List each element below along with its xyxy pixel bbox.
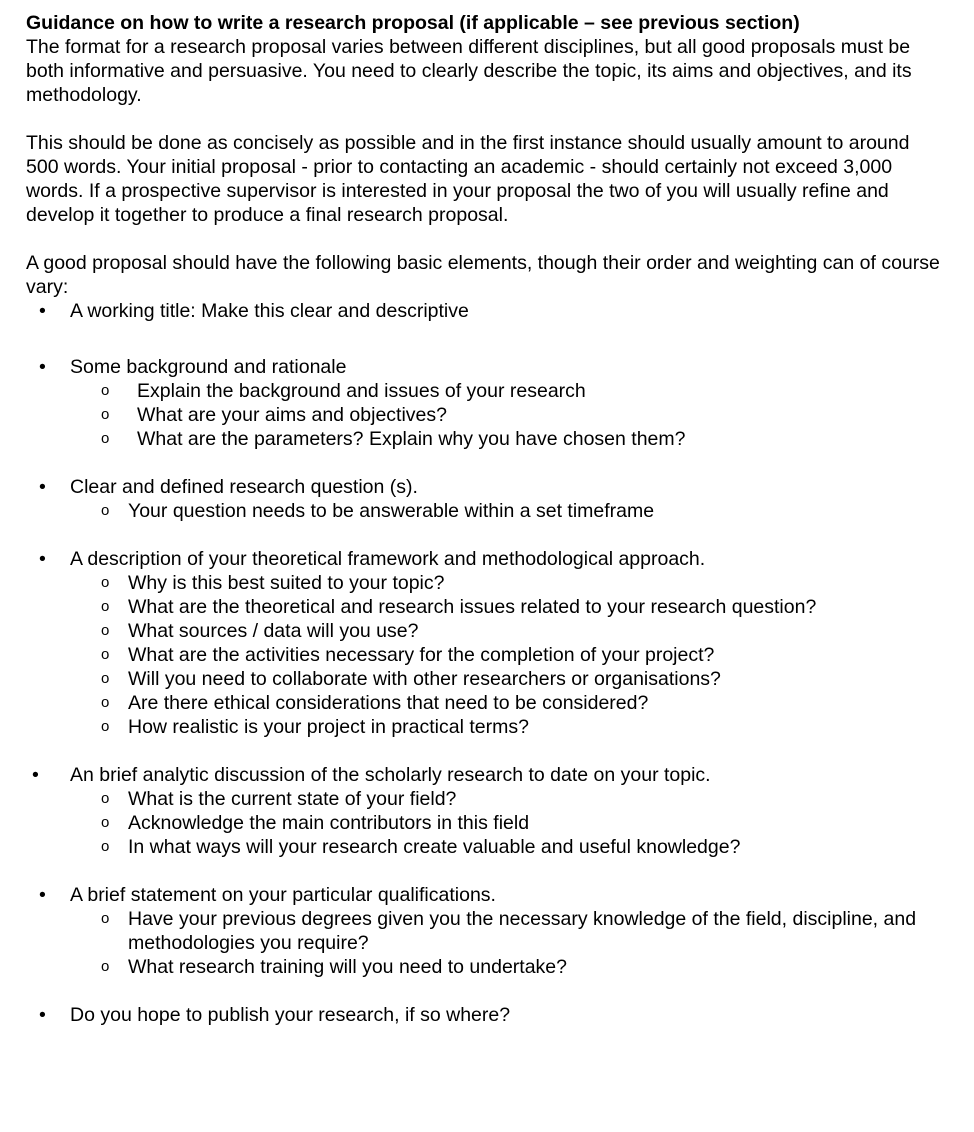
sub-item-label: Why is this best suited to your topic? bbox=[128, 572, 445, 594]
sub-item bbox=[26, 379, 946, 403]
sub-item bbox=[26, 787, 946, 811]
list-item-qualifications bbox=[26, 883, 946, 907]
list-item-label: Do you hope to publish your research, if so where? bbox=[70, 1004, 511, 1026]
sub-item bbox=[26, 595, 946, 619]
sub-item-label: What are the theoretical and research issues related to your research question? bbox=[128, 596, 817, 618]
circle-bullet-icon: o bbox=[101, 430, 110, 447]
list-item-background bbox=[26, 355, 946, 379]
sub-item-label: What are your aims and objectives? bbox=[137, 404, 447, 426]
sub-item bbox=[26, 571, 946, 595]
circle-bullet-icon: o bbox=[101, 958, 110, 975]
sub-item bbox=[26, 907, 946, 955]
circle-bullet-icon: o bbox=[101, 814, 110, 831]
list-item-literature bbox=[26, 763, 946, 787]
intro-paragraph: The format for a research proposal varies between different disciplines, but all good proposals must be both informative and persuasive. You need to clearly describe the topic, its aims and objectives, and its methodology. bbox=[26, 36, 912, 106]
sub-item bbox=[26, 403, 946, 427]
sub-item-label: What is the current state of your field? bbox=[128, 788, 457, 810]
circle-bullet-icon: o bbox=[101, 574, 110, 591]
sub-item-label: Have your previous degrees given you the necessary knowledge of the field, discipline, and methodologies you require? bbox=[128, 908, 917, 954]
list-item-label: Clear and defined research question (s). bbox=[70, 476, 418, 498]
circle-bullet-icon: o bbox=[101, 502, 110, 519]
list-item-label: Some background and rationale bbox=[70, 356, 347, 378]
length-paragraph: This should be done as concisely as possible and in the first instance should usually amount to around 500 words. Your initial proposal - prior to contacting an academic - should certainly not exceed 3,000 words. If a prospective supervisor is interested in your proposal the two of you will usually refine and develop it together to produce a final research proposal. bbox=[26, 132, 910, 226]
circle-bullet-icon: o bbox=[101, 910, 110, 927]
circle-bullet-icon: o bbox=[101, 382, 110, 399]
list-item-label: A working title: Make this clear and descriptive bbox=[70, 300, 469, 322]
sub-item bbox=[26, 715, 946, 739]
bullet-icon: • bbox=[39, 548, 46, 570]
list-item-publish bbox=[26, 1003, 946, 1027]
sub-item bbox=[26, 499, 946, 523]
sub-item-label: Your question needs to be answerable within a set timeframe bbox=[128, 500, 655, 522]
circle-bullet-icon: o bbox=[101, 718, 110, 735]
sub-item-label: What are the activities necessary for the completion of your project? bbox=[128, 644, 715, 666]
sub-item bbox=[26, 955, 946, 979]
sub-item bbox=[26, 643, 946, 667]
circle-bullet-icon: o bbox=[101, 598, 110, 615]
circle-bullet-icon: o bbox=[101, 670, 110, 687]
sub-item bbox=[26, 835, 946, 859]
circle-bullet-icon: o bbox=[101, 694, 110, 711]
list-item-research-question bbox=[26, 475, 946, 499]
sub-item-label: What research training will you need to undertake? bbox=[128, 956, 567, 978]
bullet-icon: • bbox=[39, 476, 46, 498]
circle-bullet-icon: o bbox=[101, 646, 110, 663]
sub-item-label: Are there ethical considerations that need to be considered? bbox=[128, 692, 649, 714]
list-item-label: A brief statement on your particular qualifications. bbox=[70, 884, 496, 906]
sub-item bbox=[26, 427, 946, 451]
circle-bullet-icon: o bbox=[101, 790, 110, 807]
elements-intro-paragraph: A good proposal should have the following basic elements, though their order and weighting can of course vary: bbox=[26, 252, 940, 298]
section-heading: Guidance on how to write a research proposal (if applicable – see previous section) bbox=[26, 12, 800, 34]
sub-item-label: What sources / data will you use? bbox=[128, 620, 419, 642]
sub-item-label: What are the parameters? Explain why you have chosen them? bbox=[137, 428, 686, 450]
sub-item-label: Acknowledge the main contributors in this field bbox=[128, 812, 530, 834]
bullet-icon: • bbox=[39, 300, 46, 322]
sub-item bbox=[26, 619, 946, 643]
sub-item bbox=[26, 811, 946, 835]
sub-item bbox=[26, 667, 946, 691]
list-item-framework bbox=[26, 547, 946, 571]
circle-bullet-icon: o bbox=[101, 406, 110, 423]
circle-bullet-icon: o bbox=[101, 838, 110, 855]
list-item-working-title bbox=[26, 299, 946, 323]
document-page bbox=[26, 11, 946, 1027]
sub-item-label: How realistic is your project in practical terms? bbox=[128, 716, 529, 738]
list-item-label: A description of your theoretical framework and methodological approach. bbox=[70, 548, 706, 570]
circle-bullet-icon: o bbox=[101, 622, 110, 639]
sub-item bbox=[26, 691, 946, 715]
bullet-icon: • bbox=[39, 884, 46, 906]
list-item-label: An brief analytic discussion of the scholarly research to date on your topic. bbox=[70, 764, 711, 786]
sub-item-label: In what ways will your research create valuable and useful knowledge? bbox=[128, 836, 741, 858]
sub-item-label: Explain the background and issues of your research bbox=[137, 380, 586, 402]
bullet-icon: • bbox=[32, 764, 39, 786]
sub-item-label: Will you need to collaborate with other researchers or organisations? bbox=[128, 668, 721, 690]
bullet-icon: • bbox=[39, 356, 46, 378]
bullet-icon: • bbox=[39, 1004, 46, 1026]
